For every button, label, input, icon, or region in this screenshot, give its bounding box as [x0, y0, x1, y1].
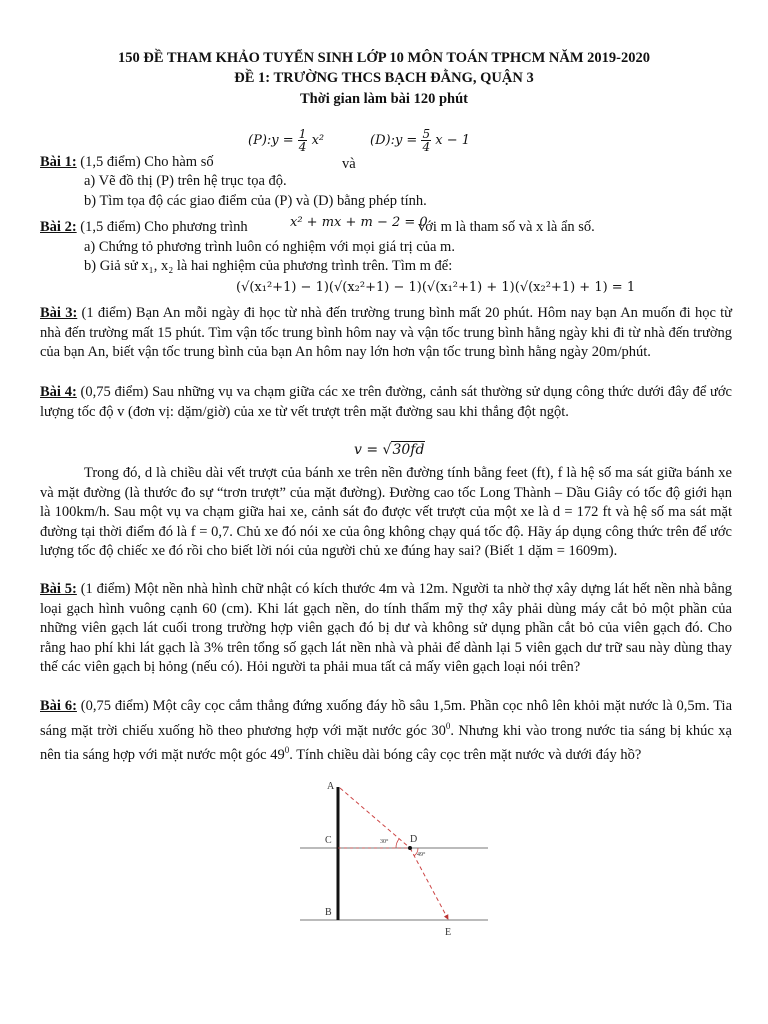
angle-30: 30°	[380, 839, 389, 845]
bai2-after: với m là tham số và x là ẩn số.	[418, 219, 595, 235]
incident-ray	[340, 788, 410, 848]
bai3-text: Bài 3: (1 điểm) Bạn An mỗi ngày đi học từ nhà đến trường trung bình mất 20 phút. Hôm nay bạn An muốn đi học từ nhà đến trường mất 15 phút. Tìm vận tốc trung bình hôm nay và vận tốc trung bình hằng ngày khi đi từ nhà đến trường của bạn An, biết vận tốc trung bình của bạn An hôm nay lớn hơn vận tốc trung bình hằng ngày 20m/phút.	[40, 305, 733, 361]
exam-duration: Thời gian làm bài 120 phút	[300, 91, 468, 107]
equation-p: (P):y = $\frac{1}{4}$ x²	[248, 127, 325, 154]
label-E: E	[445, 927, 452, 938]
bai5-text: Bài 5: (1 điểm) Một nền nhà hình chữ nhật có kích thước 4m và 12m. Người ta nhờ thợ xây dựng lát hết nền nhà bằng loại gạch hình vuông cạnh 60 (cm). Khi lát gạch nền, do tính thẩm mỹ thợ xây phải dùng máy cắt bỏ một phần của những viên gạch lát cuối trong trường hợp viên gạch đó bị dư và không sử dụng phần cắt bỏ của viên gạch đó. Cho rằng hao phí khi lát gạch là 3% trên tổng số gạch lát nền nhà và phải để dành lại 5 viên gạch dư trữ sau này dùng thay thế các viên gạch bị hỏng (nếu có). Hỏi người ta phải mua tất cả mấy viên gạch loại nói trên?	[40, 581, 732, 676]
bai6-text: Bài 6: (0,75 điểm) Một cây cọc cắm thẳng đứng xuống đáy hồ sâu 1,5m. Phần cọc nhô lên khỏi mặt nước là 0,5m. Tia sáng mặt trời chiếu xuống hồ theo phương hợp với mặt nước góc $30^0$. Nhưng khi vào trong nước tia sáng bị khúc xạ nên tia sáng hợp với mặt nước một góc $49^0$. Tính chiều dài bóng cây cọc trên mặt nước và dưới đáy hồ?	[40, 698, 733, 763]
label-C: C	[325, 835, 332, 846]
refracted-ray	[410, 848, 448, 919]
equation-d: (D):y = $\frac{5}{4}$ x − 1	[370, 127, 471, 154]
label-A: A	[327, 781, 335, 792]
document-title: 150 ĐỀ THAM KHẢO TUYỂN SINH LỚP 10 MÔN TOÁN TPHCM NĂM 2019-2020	[118, 50, 650, 66]
bai1-part-b: b) Tìm tọa độ các giao điểm của (P) và (D) bằng phép tính.	[84, 193, 427, 209]
bai2-intro: Bài 2: (1,5 điểm) Cho phương trình	[40, 219, 248, 235]
bai4-body: Trong đó, d là chiều dài vết trượt của bánh xe trên nền đường tính bằng feet (ft), f là hệ số ma sát giữa bánh xe và mặt đường (là thước đo sự “trơn trượt” của mặt đường). Đường cao tốc Long Thành – Dầu Giây có tốc độ giới hạn là 100km/h. Sau một vụ va chạm giữa hai xe, cảnh sát đo được vết trượt của một xe là d = 172 ft và hệ số ma sát mặt đường tại thời điểm đó là f = 0,7. Chủ xe đó nói xe của ông không chạy quá tốc độ. Hãy áp dụng công thức trên để ước lượng tốc độ chiếc xe đó rồi cho biết lời nói của người chủ xe đúng hay sai? (Biết 1 dặm = 1609m).	[40, 465, 732, 560]
bai2-part-b: b) Giả sử x₁, x₂ là hai nghiệm của phương trình trên. Tìm m để:	[84, 258, 453, 274]
bai2-equation: x² + mx + m − 2 = 0	[290, 215, 428, 230]
label-B: B	[325, 907, 332, 918]
exam-subtitle: ĐỀ 1: TRƯỜNG THCS BẠCH ĐẰNG, QUẬN 3	[234, 70, 534, 86]
bai1-intro: Bài 1: (1,5 điểm) Cho hàm số	[40, 154, 214, 170]
label-D: D	[410, 834, 418, 845]
bai2-condition: (√(x₁²+1) − 1)(√(x₂²+1) − 1)(√(x₁²+1) + 1)(√(x₂²+1) + 1) = 1	[236, 280, 636, 295]
bai1-part-a: a) Vẽ đồ thị (P) trên hệ trục tọa độ.	[84, 173, 287, 189]
angle-49: 49°	[417, 852, 426, 858]
bai2-part-a: a) Chứng tỏ phương trình luôn có nghiệm với mọi giá trị của m.	[84, 239, 455, 255]
bai4-text: Bài 4: (0,75 điểm) Sau những vụ va chạm giữa các xe trên đường, cảnh sát thường sử dụng công thức dưới đây để ước lượng tốc độ v (đơn vị: dặm/giờ) của xe từ vết trượt trên mặt đường sau khi thắng đột ngột.	[40, 384, 732, 420]
refraction-figure	[300, 775, 500, 940]
bai4-formula: v = √30fd	[354, 442, 425, 458]
bai1-and: và	[342, 156, 356, 172]
